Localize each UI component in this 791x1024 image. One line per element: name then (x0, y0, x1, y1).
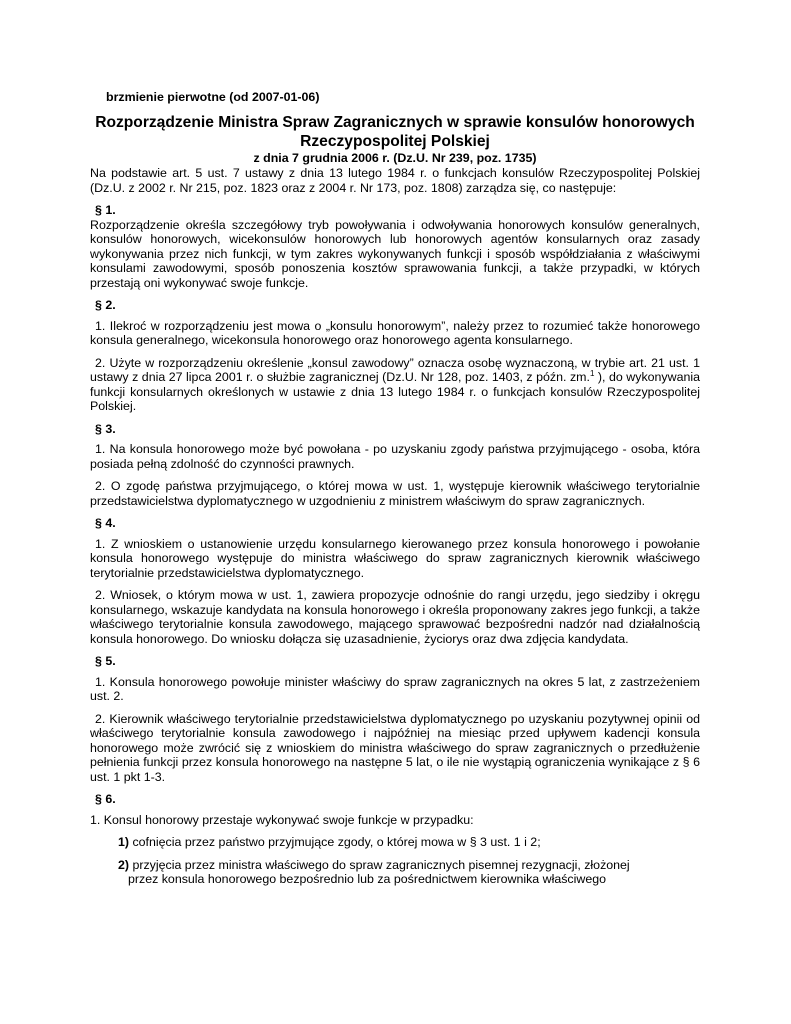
section-paragraph: 1. Konsula honorowego powołuje minister właściwy do spraw zagranicznych na okres 5 lat, z zastrzeżeniem ust. 2. (90, 674, 700, 703)
section-paragraph: 2. Kierownik właściwego terytorialnie przedstawicielstwa dyplomatycznego po uzyskaniu pozytywnej opinii od właściwego terytorialnie konsula zawodowego i najpóźniej na miesiąc przed upływem kadencji konsula honorowego może zwrócić się z wnioskiem do ministra właściwego do spraw zagranicznych o przedłużenie pełnienia funkcji przez konsula honorowego na następne 5 lat, o ile nie wystąpią ograniczenia wynikające z § 6 ust. 1 pkt 1-3. (90, 711, 700, 784)
section-heading: § 5. (95, 654, 116, 668)
section-heading: § 3. (95, 421, 116, 436)
section-heading: § 4. (95, 516, 116, 530)
section-paragraph: Rozporządzenie określa szczegółowy tryb powoływania i odwoływania honorowych konsulów generalnych, konsulów honorowych, wicekonsulów honorowych lub honorowych agentów konsularnych oraz zasady wykonywania przez nich funkcji, w tym zakres wykonywanych funkcji i sposób współdziałania z właściwymi konsulami zawodowymi, sposób ponoszenia kosztów sprawowania funkcji, a także przypadki, w których przestają oni wykonywać swoje funkcje. (90, 217, 700, 290)
list-item-number: 1) (118, 835, 130, 849)
preamble: Na podstawie art. 5 ust. 7 ustawy z dnia 13 lutego 1984 r. o funkcjach konsulów Rzeczypospolitej Polskiej (Dz.U. z 2002 r. Nr 215, poz. 1823 oraz z 2004 r. Nr 173, poz. 1808) zarządza się, co następuje: (90, 166, 700, 195)
section-paragraph: 2. Wniosek, o którym mowa w ust. 1, zawiera propozycje odnośnie do rangi urzędu, jego siedziby i okręgu konsularnego, wskazuje kandydata na konsula honorowego i określa proponowany zakres jego funkcji, a także właściwego terytorialnie konsula zawodowego, mającego sprawować bezpośredni nadzór nad działalnością konsula honorowego. Do wniosku dołącza się uzasadnienie, życiorys oraz dwa zdjęcia kandydata. (90, 588, 700, 646)
document-page (90, 90, 700, 895)
list-item-text: przyjęcia przez ministra właściwego do spraw zagranicznych pisemnej rezygnacji, złożonej (129, 857, 630, 872)
list-item-number: 2) (118, 857, 130, 872)
section-paragraph: 1. Ilekroć w rozporządzeniu jest mowa o „konsulu honorowym”, należy przez to rozumieć także honorowego konsula generalnego, wicekonsula honorowego oraz honorowego agenta konsularnego. (90, 318, 700, 347)
document-date: z dnia 7 grudnia 2006 r. (Dz.U. Nr 239, poz. 1735) (253, 150, 537, 165)
section-heading: § 1. (95, 203, 116, 217)
section-heading: § 2. (95, 298, 116, 312)
section-paragraph: 1. Na konsula honorowego może być powołana - po uzyskaniu zgody państwa przyjmującego - osoba, która posiada pełną zdolność do czynności prawnych. (90, 442, 700, 471)
section-paragraph: 1. Z wnioskiem o ustanowienie urzędu konsularnego kierowanego przez konsula honorowego i powołanie konsula honorowego występuje do ministra właściwego do spraw zagranicznych kierownik właściwego terytorialnie przedstawicielstwa dyplomatycznego. (90, 536, 700, 580)
footnote-marker[interactable]: 1 (589, 368, 595, 378)
list-item (118, 835, 700, 850)
list-item-text: cofnięcia przez państwo przyjmujące zgody, o której mowa w § 3 ust. 1 i 2; (129, 835, 541, 849)
section-paragraph: 2. O zgodę państwa przyjmującego, o której mowa w ust. 1, występuje kierownik właściwego terytorialnie przedstawicielstwa dyplomatycznego w uzgodnieniu z ministrem właściwym do spraw zagranicznych. (90, 479, 700, 508)
list-item-continuation: przez konsula honorowego bezpośrednio lub za pośrednictwem kierownika właściwego (128, 872, 606, 886)
list-item (118, 858, 700, 887)
section-paragraph (90, 356, 700, 414)
document-title: Rozporządzenie Ministra Spraw Zagranicznych w sprawie konsulów honorowych Rzeczypospolitej Polskiej (95, 113, 695, 150)
section-paragraph: 1. Konsul honorowy przestaje wykonywać swoje funkcje w przypadku: (90, 812, 474, 827)
paragraph-text: ), do wykonywania funkcji konsularnych określonych w ustawie z dnia 13 lutego 1984 r. o funkcjach konsulów Rzeczypospolitej Polskiej. (90, 370, 700, 413)
section-heading: § 6. (95, 792, 116, 806)
paragraph-text: 2. Użyte w rozporządzeniu określenie „konsul zawodowy” oznacza osobę wyznaczoną, w trybie art. 21 ust. 1 ustawy z dnia 27 lipca 2001 r. o służbie zagranicznej (Dz.U. Nr 128, poz. 1403, z późn. zm. (90, 355, 700, 384)
version-status: brzmienie pierwotne (od 2007-01-06) (106, 90, 320, 104)
